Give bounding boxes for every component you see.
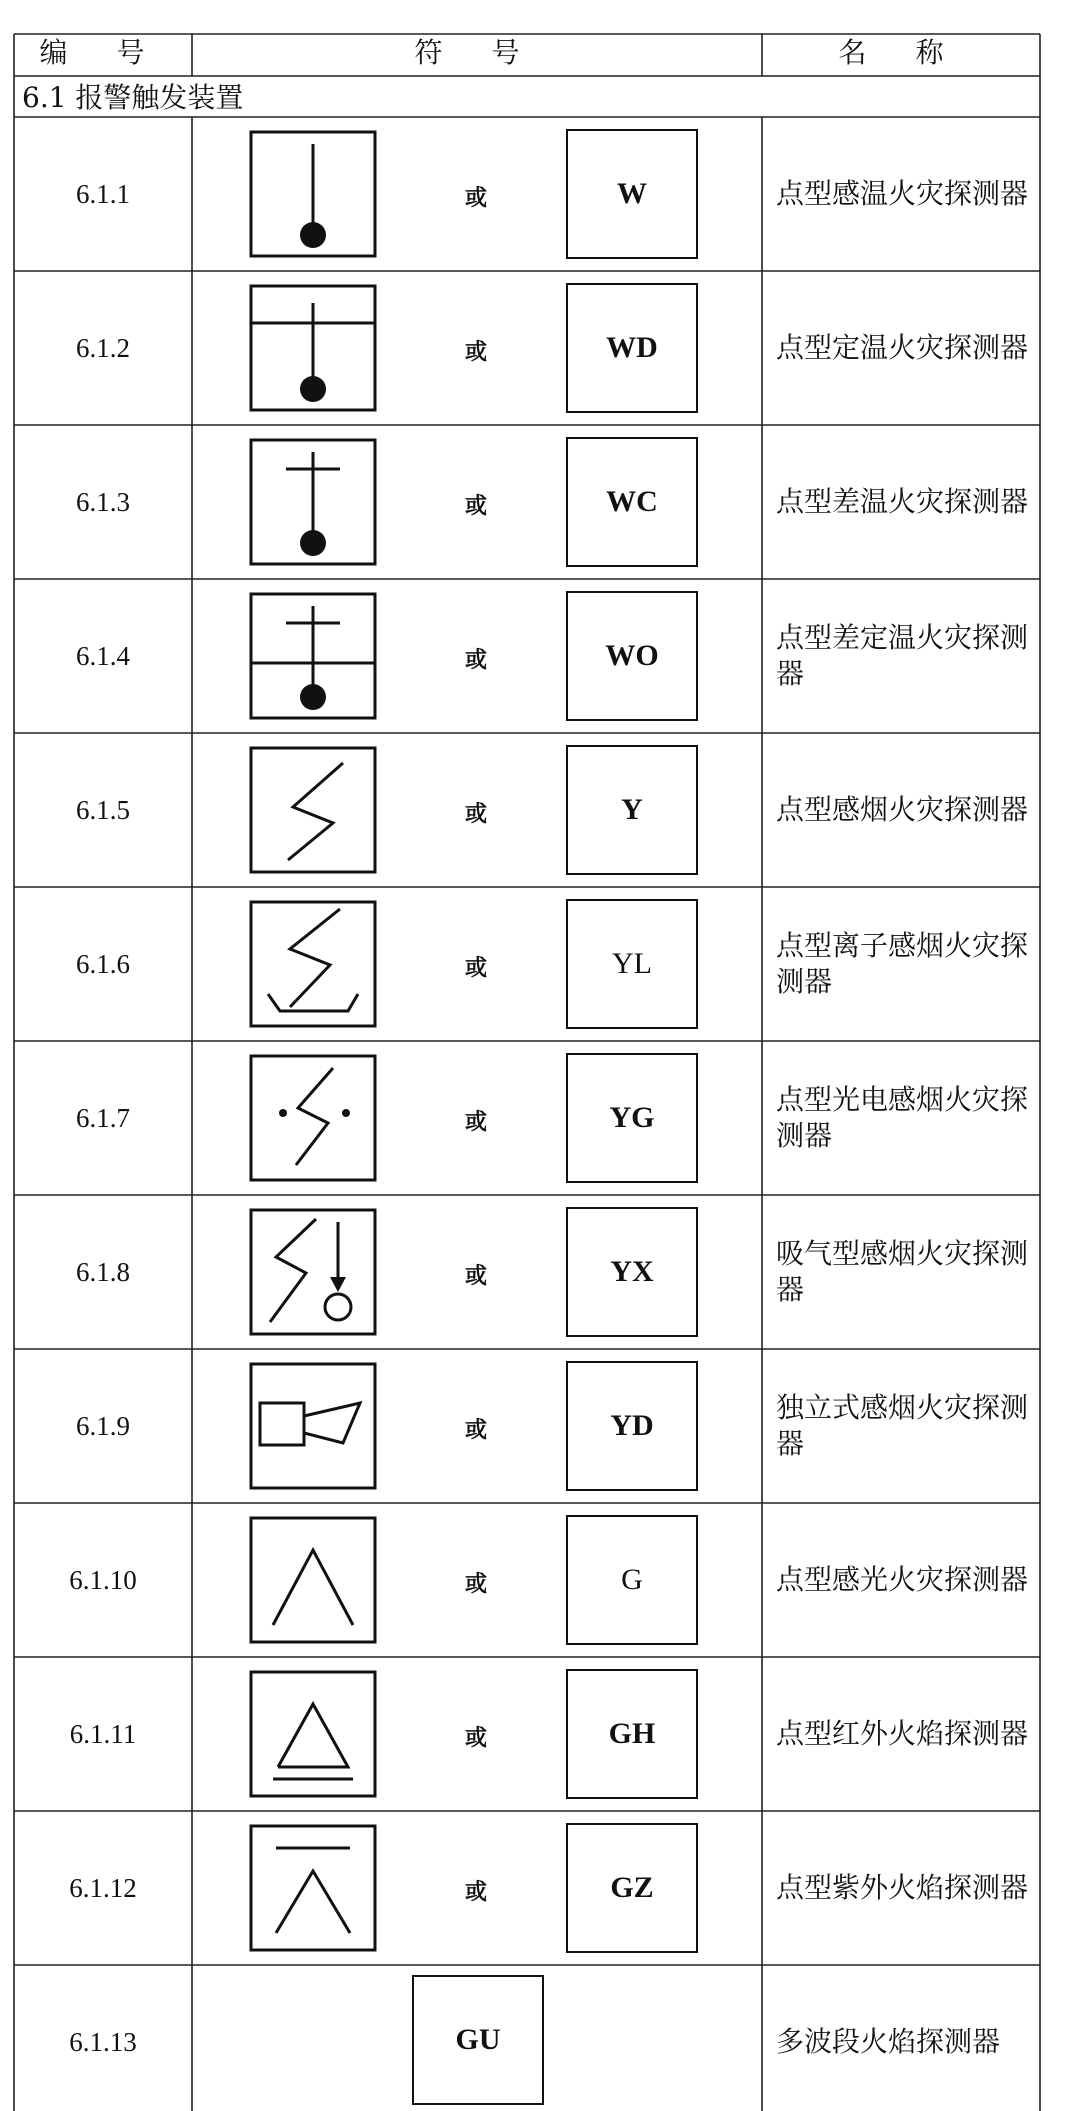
or-label: 或 xyxy=(465,1879,488,1905)
row-name: 点型差定温火灾探测器 xyxy=(776,621,1029,690)
multi-band-flame-detector-icon: GU xyxy=(412,1975,544,2105)
heat-detector-icon xyxy=(248,129,378,259)
row-name: 点型差温火灾探测器 xyxy=(776,485,1029,518)
row-number: 6.1.9 xyxy=(76,1411,130,1441)
or-label: 或 xyxy=(465,1109,488,1135)
combined-heat-detector-icon xyxy=(248,591,378,721)
or-label: 或 xyxy=(465,1417,488,1443)
or-label: 或 xyxy=(465,801,488,827)
rate-of-rise-detector-icon xyxy=(248,437,378,567)
row-name: 点型定温火灾探测器 xyxy=(776,331,1029,364)
or-label: 或 xyxy=(465,1725,488,1751)
row-name: 点型紫外火焰探测器 xyxy=(776,1871,1029,1904)
row-name: 独立式感烟火灾探测器 xyxy=(776,1391,1029,1460)
code-box: WC xyxy=(566,437,698,567)
row-number: 6.1.8 xyxy=(76,1257,130,1287)
row-name: 点型感光火灾探测器 xyxy=(776,1563,1029,1596)
or-label: 或 xyxy=(465,955,488,981)
code-box: Y xyxy=(566,745,698,875)
ionization-smoke-detector-icon xyxy=(248,899,378,1029)
code-box: WD xyxy=(566,283,698,413)
or-label: 或 xyxy=(465,339,488,365)
row-name: 点型感温火灾探测器 xyxy=(776,177,1029,210)
code-box: WO xyxy=(566,591,698,721)
header-symbol: 符 号 xyxy=(414,36,540,69)
row-number: 6.1.11 xyxy=(69,1719,137,1749)
flame-detector-icon xyxy=(248,1515,378,1645)
row-number: 6.1.7 xyxy=(76,1103,130,1133)
code-box: YX xyxy=(566,1207,698,1337)
header-name: 名 称 xyxy=(838,36,964,69)
code-box: YL xyxy=(566,899,698,1029)
row-number: 6.1.10 xyxy=(69,1565,137,1595)
code-box: W xyxy=(566,129,698,259)
fixed-temp-detector-icon xyxy=(248,283,378,413)
header-number: 编 号 xyxy=(39,36,165,69)
section-title: 6.1 报警触发装置 xyxy=(22,81,244,114)
infrared-flame-detector-icon xyxy=(248,1669,378,1799)
row-number: 6.1.4 xyxy=(76,641,130,671)
row-name: 多波段火焰探测器 xyxy=(776,2025,1001,2058)
ultraviolet-flame-detector-icon xyxy=(248,1823,378,1953)
code-box: YG xyxy=(566,1053,698,1183)
row-name: 吸气型感烟火灾探测器 xyxy=(776,1237,1029,1306)
row-number: 6.1.3 xyxy=(76,487,130,517)
or-label: 或 xyxy=(465,185,488,211)
row-number: 6.1.13 xyxy=(69,2027,137,2057)
code-box: GZ xyxy=(566,1823,698,1953)
row-number: 6.1.5 xyxy=(76,795,130,825)
smoke-detector-icon xyxy=(248,745,378,875)
row-name: 点型感烟火灾探测器 xyxy=(776,793,1029,826)
or-label: 或 xyxy=(465,1263,488,1289)
row-number: 6.1.12 xyxy=(69,1873,137,1903)
row-name: 点型红外火焰探测器 xyxy=(776,1717,1029,1750)
standalone-smoke-alarm-icon xyxy=(248,1361,378,1491)
or-label: 或 xyxy=(465,493,488,519)
row-number: 6.1.6 xyxy=(76,949,130,979)
code-box: GH xyxy=(566,1669,698,1799)
code-box: G xyxy=(566,1515,698,1645)
or-label: 或 xyxy=(465,1571,488,1597)
code-box: YD xyxy=(566,1361,698,1491)
row-name: 点型离子感烟火灾探测器 xyxy=(776,929,1029,998)
or-label: 或 xyxy=(465,647,488,673)
row-number: 6.1.2 xyxy=(76,333,130,363)
row-name: 点型光电感烟火灾探测器 xyxy=(776,1083,1029,1152)
row-number: 6.1.1 xyxy=(76,179,130,209)
aspirating-smoke-detector-icon xyxy=(248,1207,378,1337)
photoelectric-smoke-detector-icon xyxy=(248,1053,378,1183)
